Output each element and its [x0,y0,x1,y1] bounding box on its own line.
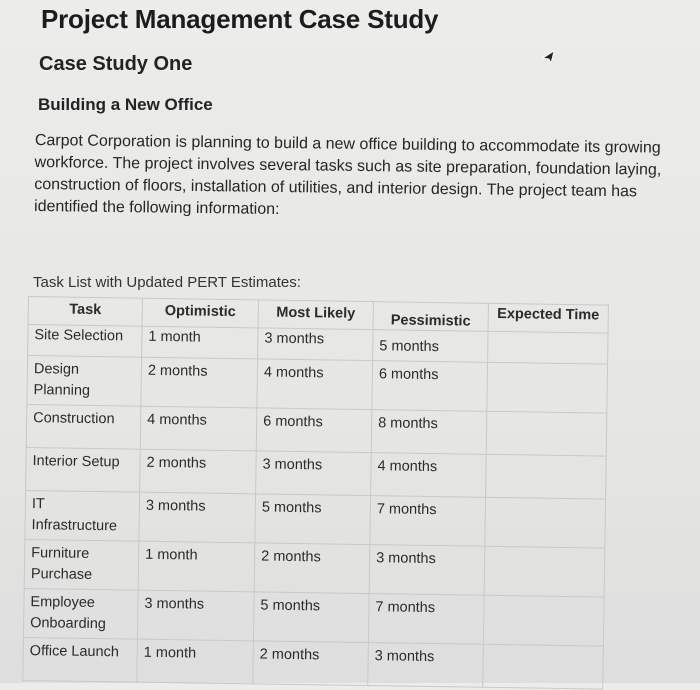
cell-task: Site Selection [28,325,142,358]
cell-most-likely: 6 months [256,408,372,453]
cell-expected [486,411,607,456]
cell-optimistic: 2 months [140,449,257,494]
cell-most-likely: 2 months [253,641,369,686]
cell-optimistic: 1 month [138,541,255,592]
intro-paragraph: Carpot Corporation is planning to build a new office building to accommodate its growing workforce. The project involves several tasks such as site preparation, foundation laying, construction of floors, installation of utilities, and interior design. The project team has identified the following information: [33,131,662,218]
cell-expected [488,331,608,364]
pert-table [22,296,608,690]
cell-most-likely: 4 months [257,359,373,410]
cell-optimistic: 1 month [142,326,258,359]
cell-pessimistic: 3 months [368,643,484,688]
cell-expected [485,497,606,548]
cell-optimistic: 4 months [140,406,257,451]
section-heading: Building a New Office [38,95,213,114]
cell-most-likely: 2 months [254,543,370,594]
header-optimistic: Optimistic [142,298,258,328]
cell-task: Interior Setup [26,447,141,492]
cell-most-likely: 5 months [255,494,371,545]
table-row [23,588,604,646]
header-task: Task [28,297,142,327]
cell-task: Construction [26,404,141,449]
cell-most-likely: 3 months [256,451,372,496]
header-most-likely: Most Likely [258,300,373,330]
cell-pessimistic: 8 months [371,410,487,455]
document-title: Project Management Case Study [41,4,439,34]
table-row [27,356,608,414]
table-row [24,539,605,597]
cell-expected [484,546,605,597]
table-row [25,490,606,548]
cell-pessimistic: 6 months [372,361,488,412]
cell-task: Office Launch [23,637,138,682]
cell-task: Furniture Purchase [24,539,139,590]
header-pessimistic: Pessimistic [373,302,488,332]
mouse-pointer-icon [540,50,558,66]
header-expected-time: Expected Time [488,303,608,333]
cell-optimistic: 1 month [137,639,254,684]
table-caption: Task List with Updated PERT Estimates: [33,274,301,291]
case-study-heading: Case Study One [39,53,193,75]
cell-pessimistic: 4 months [371,453,487,498]
table-row [23,637,604,689]
cell-expected [483,595,604,646]
cell-task: Design Planning [27,356,142,407]
cell-task: IT Infrastructure [25,490,140,541]
cell-optimistic: 2 months [141,357,258,408]
cell-optimistic: 3 months [139,492,256,543]
cell-expected [486,454,607,499]
cell-most-likely: 5 months [253,592,369,643]
cell-pessimistic: 5 months [373,330,488,363]
cell-pessimistic: 3 months [369,545,485,596]
cell-task: Employee Onboarding [23,588,138,639]
cell-expected [483,644,604,689]
cell-pessimistic: 7 months [368,594,484,645]
cell-most-likely: 3 months [258,328,373,361]
cell-expected [487,362,608,413]
cell-optimistic: 3 months [137,590,254,641]
cell-pessimistic: 7 months [370,496,486,547]
